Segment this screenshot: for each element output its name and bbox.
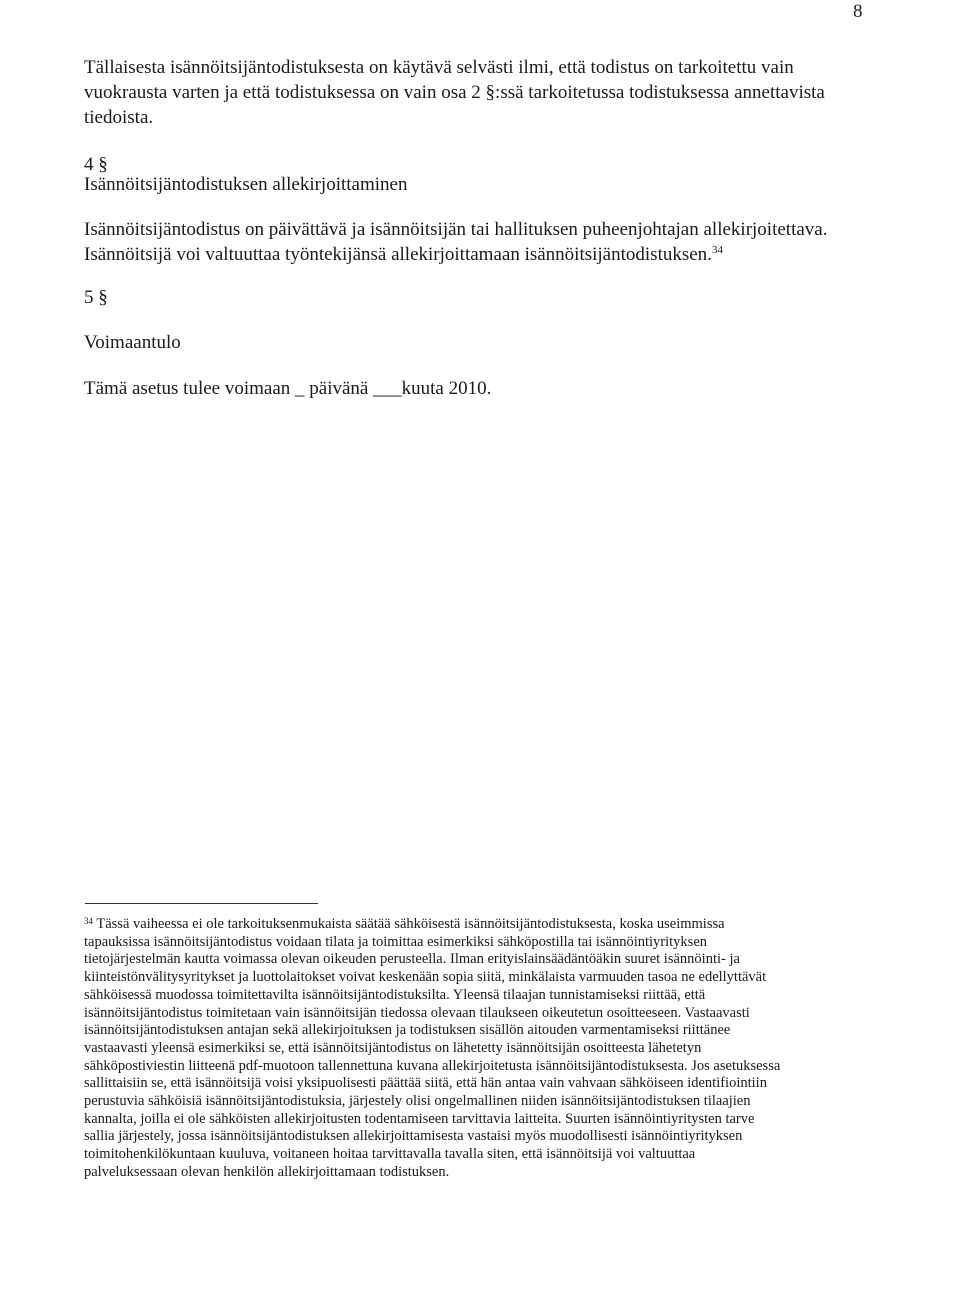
footnote-marker: 34 xyxy=(84,916,93,926)
footnote-reference: 34 xyxy=(711,244,723,256)
footnote-line: kannalta, joilla ei ole sähköisten allekirjoitusten todentamiseen tarvittavia laitteita. Suurten isännöintiyritysten tarve xyxy=(84,1110,755,1127)
paragraph-text: Isännöitsijä voi valtuuttaa työntekijänsä allekirjoittamaan isännöitsijäntodistuksen. xyxy=(84,244,712,265)
footnote-line: isännöitsijäntodistuksen antajan sekä allekirjoituksen ja todistuksen sisällön aitouden varmentamiseksi riittänee xyxy=(84,1022,731,1039)
section-5-number: 5 § xyxy=(84,287,108,308)
paragraph-line: vuokrausta varten ja että todistuksessa on vain osa 2 §:ssä tarkoitetussa todistuksessa annettavista xyxy=(84,82,825,103)
paragraph-line: Isännöitsijäntodistus on päivättävä ja isännöitsijän tai hallituksen puheenjohtajan allekirjoitettava. xyxy=(84,219,828,240)
footnote-line: isännöitsijäntodistus toimitetaan vain isännöitsijän tiedossa olevaan tilaukseen oikeutetun osoitteeseen. Vastaavasti xyxy=(84,1004,750,1021)
footnote-line: palveluksessaan olevan henkilön allekirjoittamaan todistuksen. xyxy=(84,1163,450,1180)
footnote-line: vastaavasti yleensä esimerkiksi se, että isännöitsijäntodistus on lähetetty isännöitsijän osoitteesta lähetetyn xyxy=(84,1039,702,1056)
footnote-text: Tässä vaiheessa ei ole tarkoituksenmukaista säätää sähköisestä isännöitsijäntodistuksesta, koska useimmissa xyxy=(93,916,725,932)
footnote-line: sähköisessä muodossa toimitettavilta isännöitsijäntodistuksilta. Yleensä tilaajan tunnistamiseksi riittää, että xyxy=(84,986,706,1003)
paragraph-line-with-footnote xyxy=(84,242,844,267)
footnote-line: kiinteistönvälitysyritykset ja luottolaitokset voivat keskenään sopia siitä, minkälaista varmuuden tasoa ne edellyttävät xyxy=(84,969,767,986)
footnote-line: sallia järjestely, jossa isännöitsijäntodistuksen allekirjoittamisesta vastaisi myös muodollisesti isännöintiyrityksen xyxy=(84,1128,743,1145)
footnote-34 xyxy=(84,916,864,1182)
intro-paragraph xyxy=(84,55,844,130)
page-number: 8 xyxy=(853,1,863,22)
section-5-title: Voimaantulo xyxy=(84,332,181,353)
paragraph-line: tiedoista. xyxy=(84,107,154,128)
section-4-number: 4 § xyxy=(84,154,108,175)
section-4-title: Isännöitsijäntodistuksen allekirjoittaminen xyxy=(84,174,408,195)
footnote-separator xyxy=(85,903,318,904)
footnote-line: toimitohenkilökuntaan kuuluva, voitaneen hoitaa tarvittavalla tavalla siten, että isännöitsijä voi valtuuttaa xyxy=(84,1146,696,1163)
footnote-line: perustuvia sähköisiä isännöitsijäntodistuksia, järjestely olisi ongelmallinen niiden isännöitsijäntodistuksen tilaajien xyxy=(84,1093,751,1110)
footnote-line: sähköpostiviestin liitteenä pdf-muotoon tallennettuna kuvana allekirjoitetusta isännöitsijäntodistuksesta. Jos asetuksessa xyxy=(84,1057,781,1074)
footnote-line: tietojärjestelmän kautta voimassa olevan oikeuden perusteella. Ilman erityislainsäädäntöäkin suuret isännöinti- ja xyxy=(84,951,740,968)
section-4-body xyxy=(84,217,844,267)
footnote-line: tapauksissa isännöitsijäntodistus voidaan tilata ja toimittaa esimerkiksi sähköpostilla tai isännöintiyrityksen xyxy=(84,933,708,950)
footnote-line xyxy=(84,916,864,934)
paragraph-line: Tällaisesta isännöitsijäntodistuksesta on käytävä selvästi ilmi, että todistus on tarkoitettu vain xyxy=(84,57,794,78)
footnote-line: sallittaisiin se, että isännöitsijä voisi yksipuolisesti päättää siitä, että hän antaa vain vahvaan sähköiseen identifiointiin xyxy=(84,1075,767,1092)
section-5-body: Tämä asetus tulee voimaan _ päivänä ___kuuta 2010. xyxy=(84,378,492,399)
